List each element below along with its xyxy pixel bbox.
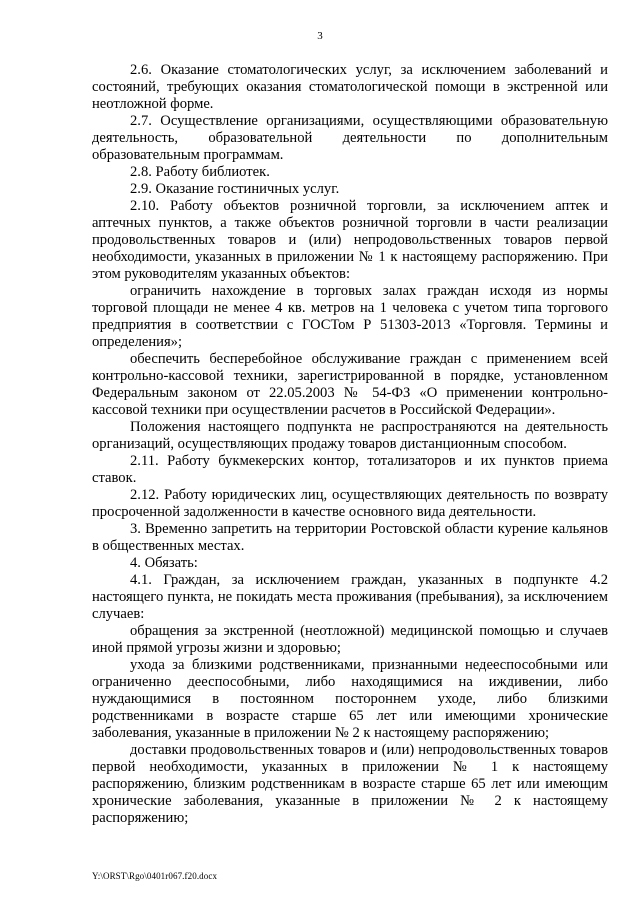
paragraph-2-8: 2.8. Работу библиотек. (130, 164, 270, 180)
paragraph-cash-register: обеспечить бесперебойное обслуживание граждан с применением всей контрольно-кассовой техники, зарегистрированной в порядке, установленном Федеральным законом от 22.05.2003 № 54-ФЗ «О применении контрольно-кассовой техники при осуществлении расчетов в Российской Федерации». (92, 351, 608, 418)
paragraph-2-10: 2.10. Работу объектов розничной торговли, за исключением аптек и аптечных пунктов, а также объектов розничной торговли в части реализации продовольственных товаров и (или) непродовольственных товаров первой необходимости, указанных в приложении № 1 к настоящему распоряжению. При этом руководителям указанных объектов: (92, 198, 608, 282)
paragraph-2-12: 2.12. Работу юридических лиц, осуществляющих деятельность по возврату просроченной задолженности в качестве основного вида деятельности. (92, 487, 608, 520)
paragraph-2-11: 2.11. Работу букмекерских контор, тотализаторов и их пунктов приема ставок. (92, 453, 608, 486)
document-body (92, 62, 608, 827)
page-number: 3 (317, 30, 323, 42)
paragraph-goods-delivery: доставки продовольственных товаров и (или) непродовольственных товаров первой необходимости, указанных в приложении № 1 к настоящему распоряжению, близким родственникам в возрасте старше 65 лет или имеющим хронические заболевания, указанные в приложении № 2 к настоящему распоряжению; (92, 742, 608, 826)
paragraph-4: 4. Обязать: (130, 555, 198, 571)
paragraph-4-1: 4.1. Граждан, за исключением граждан, указанных в подпункте 4.2 настоящего пункта, не покидать места проживания (пребывания), за исключением случаев: (92, 572, 608, 622)
paragraph-2-6: 2.6. Оказание стоматологических услуг, за исключением заболеваний и состояний, требующих оказания стоматологической помощи в экстренной или неотложной форме. (92, 62, 608, 112)
paragraph-3: 3. Временно запретить на территории Ростовской области курение кальянов в общественных местах. (92, 521, 608, 554)
footer-file-path: Y:\ORST\Rgo\0401r067.f20.docx (92, 871, 218, 881)
paragraph-remote-sales-exception: Положения настоящего подпункта не распространяются на деятельность организаций, осуществляющих продажу товаров дистанционным способом. (92, 419, 608, 452)
paragraph-medical-help: обращения за экстренной (неотложной) медицинской помощью и случаев иной прямой угрозы жизни и здоровью; (92, 623, 608, 656)
paragraph-relative-care: ухода за близкими родственниками, признанными недееспособными или ограниченно дееспособными, либо находящимися на иждивении, либо нуждающимися в постоянном постороннем уходе, либо близкими родственниками в возрасте старше 65 лет или имеющими хронические заболевания, указанные в приложении № 2 к настоящему распоряжению; (92, 657, 608, 741)
paragraph-2-7: 2.7. Осуществление организациями, осуществляющими образовательную деятельность, образовательной деятельности по дополнительным образовательным программам. (92, 113, 608, 163)
paragraph-trade-area-limit: ограничить нахождение в торговых залах граждан исходя из нормы торговой площади не менее 4 кв. метров на 1 человека с учетом типа торгового предприятия в соответствии с ГОСТом Р 51303-2013 «Торговля. Термины и определения»; (92, 283, 608, 350)
paragraph-2-9: 2.9. Оказание гостиничных услуг. (130, 181, 340, 197)
